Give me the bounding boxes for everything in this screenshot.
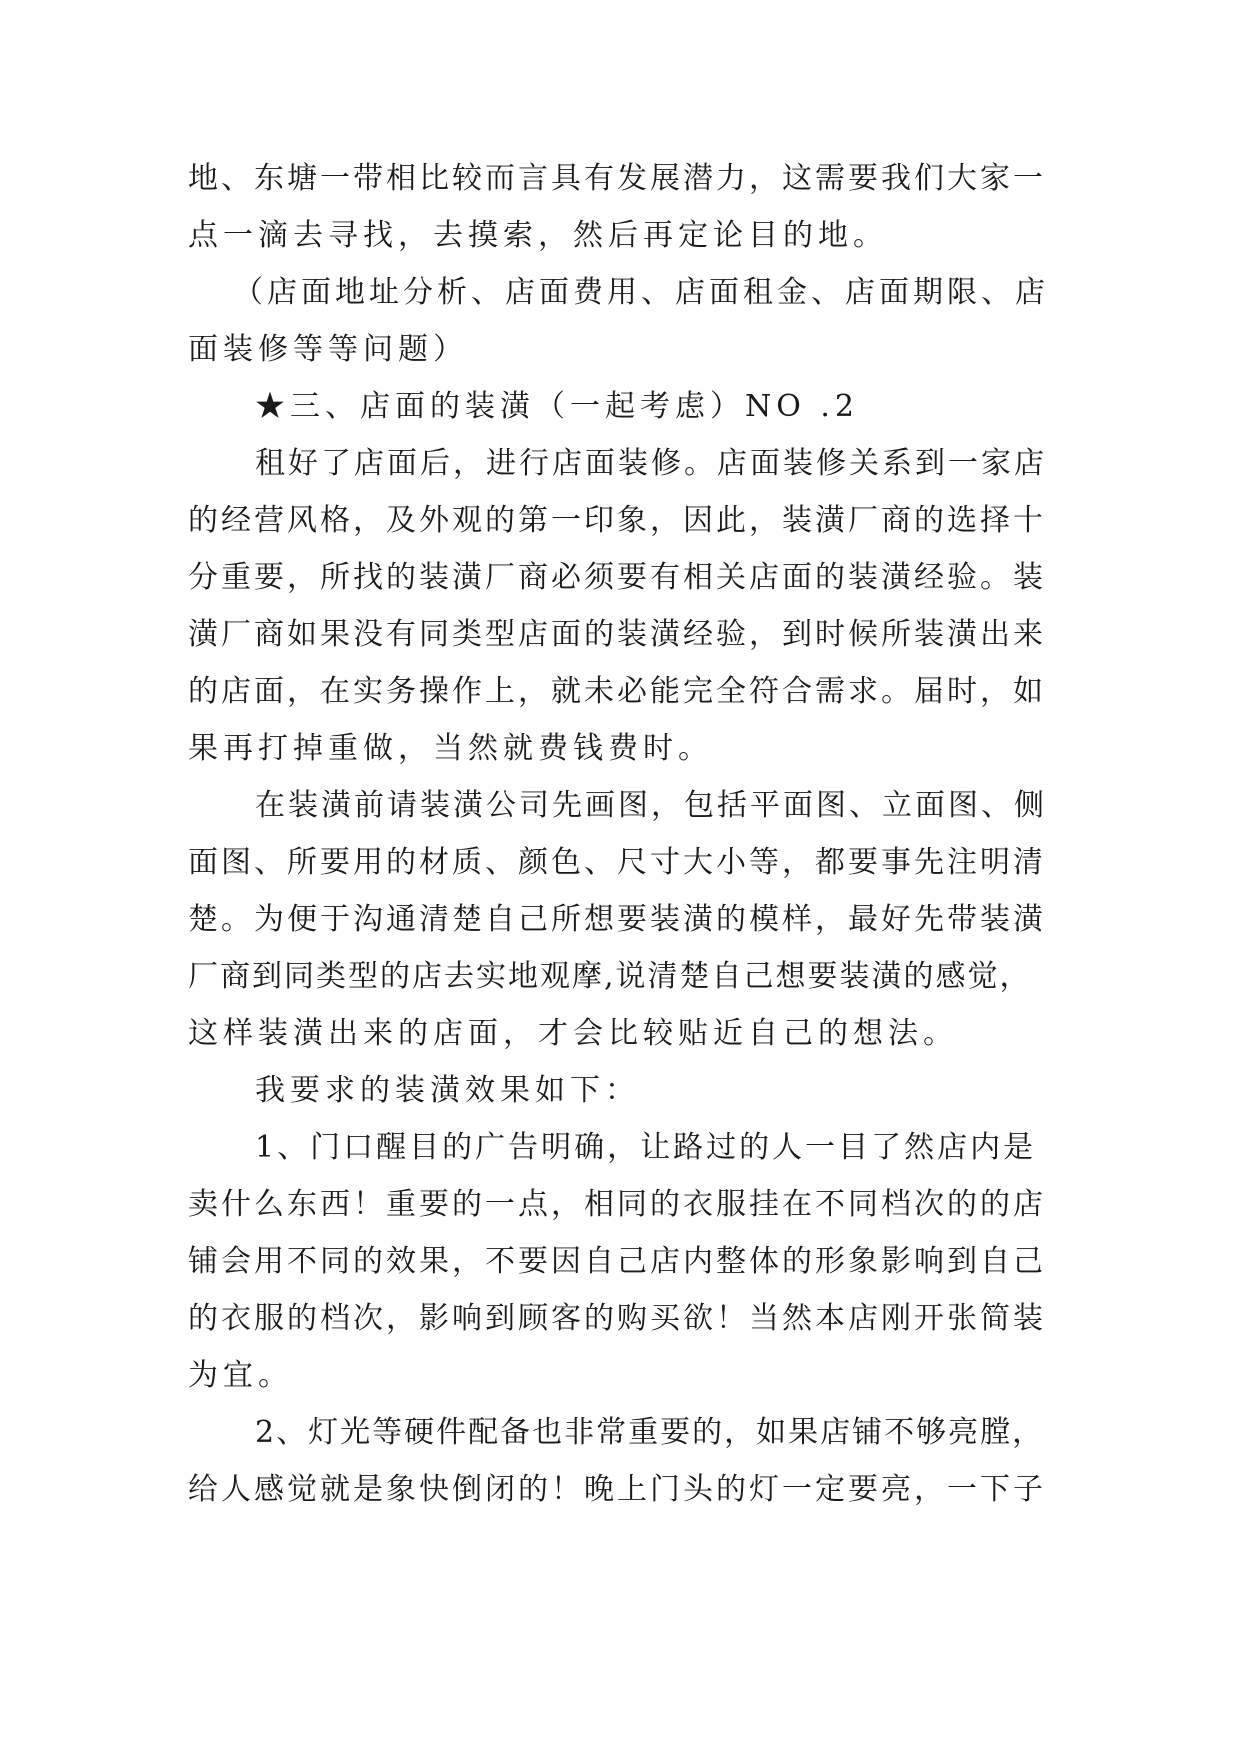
paragraph-line: 果再打掉重做，当然就费钱费时。 [188,731,713,766]
paragraph-line: 面装修等等问题） [188,332,468,367]
paragraph-line: 面图、所要用的材质、颜色、尺寸大小等，都要事先注明清 [188,845,1046,880]
document-body [188,150,1058,1518]
paragraph-line: 的店面，在实务操作上，就未必能完全符合需求。届时，如 [188,674,1046,709]
list-item-line: 给人感觉就是象快倒闭的！晚上门头的灯一定要亮，一下子 [188,1472,1046,1507]
list-item-line: 卖什么东西！重要的一点，相同的衣服挂在不同档次的的店 [188,1187,1046,1222]
list-item-line: 为宜。 [188,1358,293,1393]
list-item-line: 的衣服的档次，影响到顾客的购买欲！当然本店刚开张简装 [188,1301,1046,1336]
paragraph-line: 潢厂商如果没有同类型店面的装潢经验，到时候所装潢出来 [188,617,1046,652]
paragraph-line: 楚。为便于沟通清楚自己所想要装潢的模样，最好先带装潢 [188,902,1046,937]
paragraph-line: 租好了店面后，进行店面装修。店面装修关系到一家店 [255,446,1047,481]
paragraph-line: 在装潢前请装潢公司先画图，包括平面图、立面图、侧 [255,788,1047,823]
paragraph-line: 的经营风格，及外观的第一印象，因此，装潢厂商的选择十 [188,503,1046,538]
paragraph-line: 地、东塘一带相比较而言具有发展潜力，这需要我们大家一 [188,161,1046,196]
list-item-line: 2、灯光等硬件配备也非常重要的，如果店铺不够亮膛， [255,1415,1045,1450]
paragraph-line: 点一滴去寻找，去摸索，然后再定论目的地。 [188,218,888,253]
paragraph-line: （店面地址分析、店面费用、店面租金、店面期限、店 [233,275,1049,310]
section-heading: ★三、店面的装潢（一起考虑）NO .2 [255,389,860,424]
paragraph-line: 我要求的装潢效果如下： [255,1073,640,1108]
paragraph-line: 分重要，所找的装潢厂商必须要有相关店面的装潢经验。装 [188,560,1046,595]
list-item-line: 1、门口醒目的广告明确，让路过的人一目了然店内是 [255,1130,1037,1165]
paragraph-line: 厂商到同类型的店去实地观摩,说清楚自己想要装潢的感觉， [188,959,1032,994]
paragraph-line: 这样装潢出来的店面，才会比较贴近自己的想法。 [188,1016,958,1051]
list-item-line: 铺会用不同的效果，不要因自己店内整体的形象影响到自己 [188,1244,1046,1279]
